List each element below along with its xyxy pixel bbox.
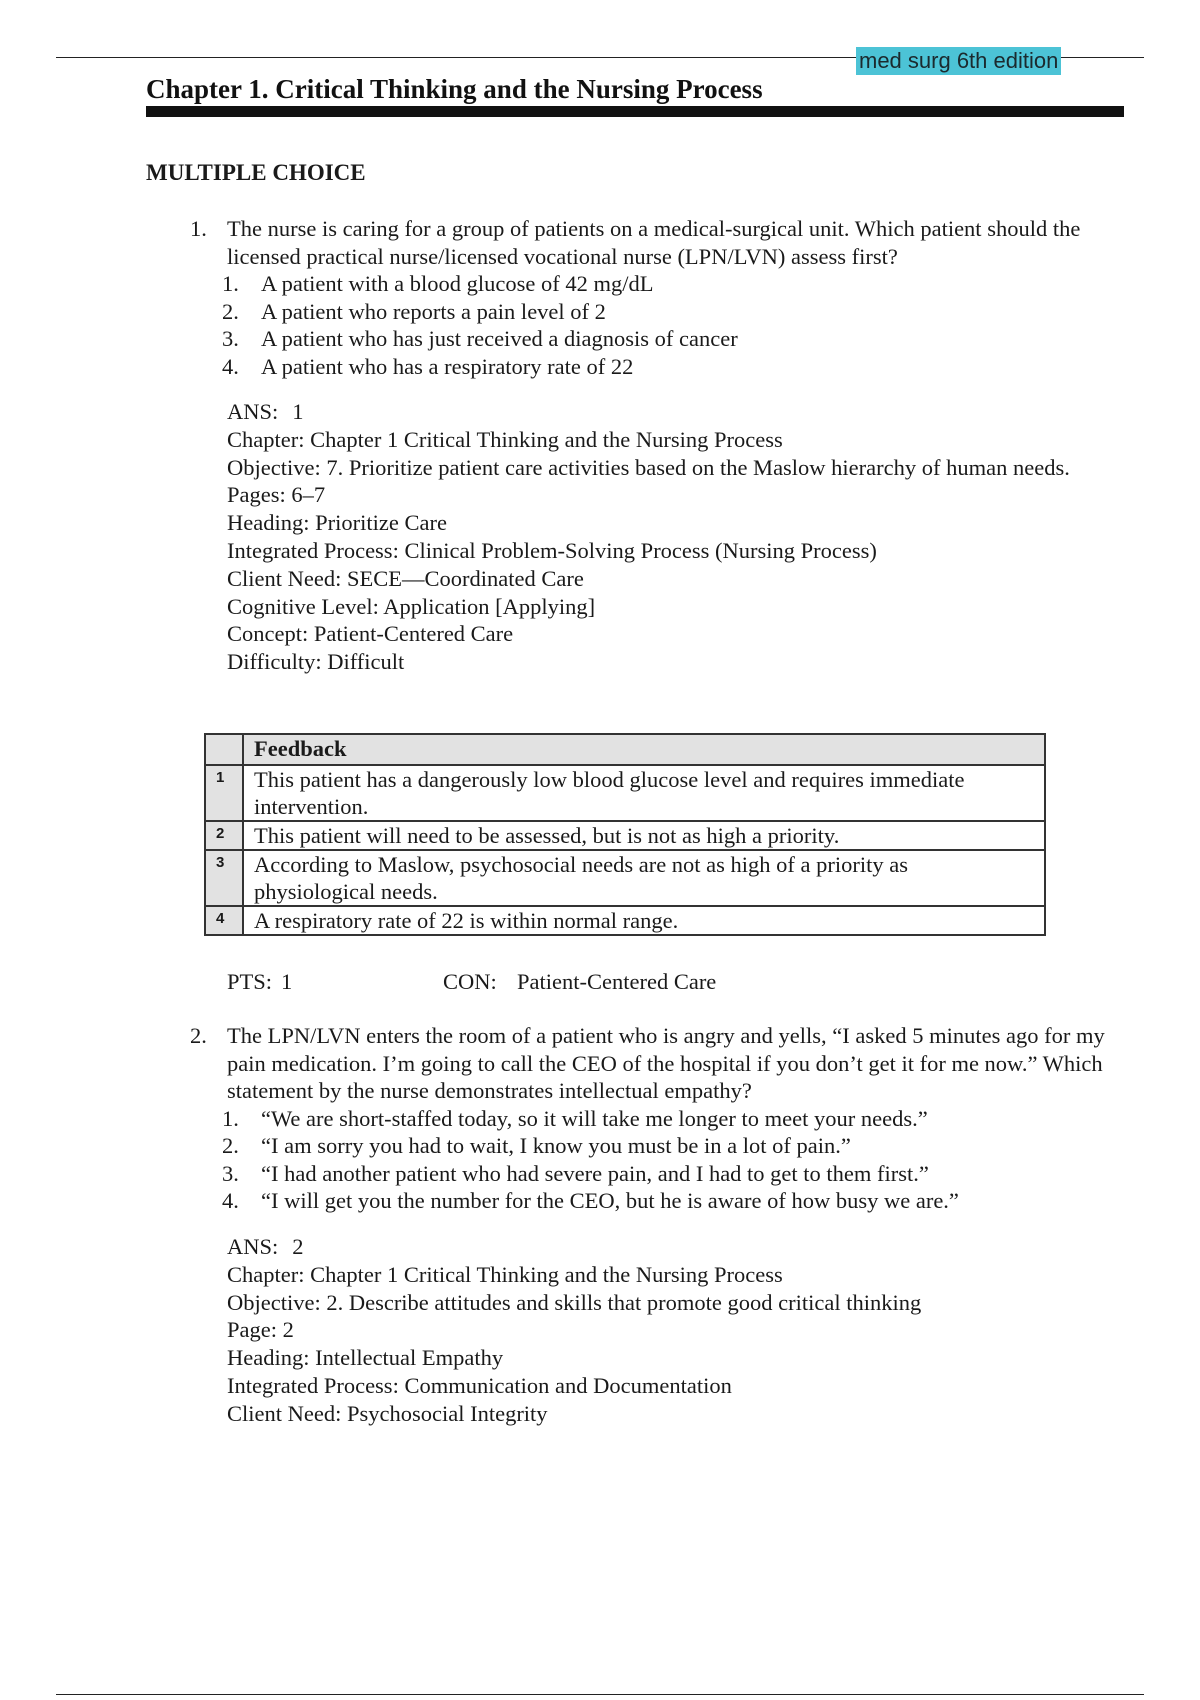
con-value: Patient-Centered Care (517, 969, 717, 994)
meta-client-need: Client Need: SECE—Coordinated Care (227, 565, 584, 591)
question-1 (190, 215, 1120, 380)
question-number: 1. (190, 216, 207, 241)
answer-option: 2. A patient who reports a pain level of 2 (222, 298, 606, 324)
chapter-title: Chapter 1. Critical Thinking and the Nursing Process (146, 74, 763, 104)
meta-objective: Objective: 7. Prioritize patient care activities based on the Maslow hierarchy of human needs. (227, 454, 1070, 480)
section-heading: MULTIPLE CHOICE (146, 160, 366, 185)
answer-option: 3. A patient who has just received a diagnosis of cancer (222, 326, 738, 351)
meta-heading: Heading: Prioritize Care (227, 510, 447, 536)
feedback-row-number: 4 (205, 906, 243, 935)
feedback-header-row (205, 734, 1045, 765)
answer-option: 3. “I had another patient who had severe pain, and I had to get to them first.” (222, 1160, 929, 1186)
feedback-text: This patient will need to be assessed, but is not as high a priority. (243, 821, 1045, 850)
feedback-row-number: 2 (205, 821, 243, 850)
answer-options (190, 270, 1120, 380)
feedback-table (204, 733, 1046, 936)
table-row (205, 850, 1045, 906)
feedback-text: This patient has a dangerously low blood glucose level and requires immediate intervention. (243, 765, 1045, 821)
answer-option: 1. A patient with a blood glucose of 42 mg/dL (222, 271, 654, 296)
meta-page: Page: 2 (227, 1317, 294, 1343)
question-2 (190, 1022, 1120, 1215)
feedback-text: A respiratory rate of 22 is within normal range. (243, 906, 1045, 935)
meta-integrated-process: Integrated Process: Communication and Documentation (227, 1372, 732, 1398)
table-row (205, 906, 1045, 935)
table-row (205, 821, 1045, 850)
highlight-tag: med surg 6th edition (856, 47, 1061, 75)
answer-option: 2. “I am sorry you had to wait, I know you must be in a lot of pain.” (222, 1133, 851, 1158)
meta-chapter: Chapter: Chapter 1 Critical Thinking and the Nursing Process (227, 1261, 783, 1287)
meta-difficulty: Difficulty: Difficult (227, 649, 405, 675)
meta-objective: Objective: 2. Describe attitudes and skills that promote good critical thinking (227, 1289, 922, 1315)
answer-option: 1. “We are short-staffed today, so it will take me longer to meet your needs.” (222, 1105, 928, 1131)
pts-value: 1 (281, 969, 293, 994)
title-underline-bar (146, 106, 1124, 117)
answer-line: ANS: 2 (227, 1234, 304, 1259)
question-number: 2. (190, 1023, 207, 1048)
answer-options (190, 1105, 1120, 1215)
meta-integrated-process: Integrated Process: Clinical Problem-Solving Process (Nursing Process) (227, 537, 877, 563)
answer-option: 4. “I will get you the number for the CEO, but he is aware of how busy we are.” (222, 1188, 959, 1213)
meta-client-need: Client Need: Psychosocial Integrity (227, 1400, 548, 1426)
meta-cognitive-level: Cognitive Level: Application [Applying] (227, 593, 596, 619)
feedback-text: According to Maslow, psychosocial needs are not as high of a priority as physiological needs. (243, 850, 1045, 906)
meta-chapter: Chapter: Chapter 1 Critical Thinking and the Nursing Process (227, 426, 783, 452)
bottom-rule (56, 1694, 1144, 1695)
meta-heading: Heading: Intellectual Empathy (227, 1345, 504, 1371)
meta-concept: Concept: Patient-Centered Care (227, 621, 514, 647)
question-2-metadata (227, 1233, 1107, 1428)
answer-line: ANS: 1 (227, 399, 304, 424)
feedback-row-number: 1 (205, 765, 243, 821)
question-stem: The nurse is caring for a group of patients on a medical-surgical unit. Which patient should the licensed practical nurse/licensed vocational nurse (LPN/LVN) assess first? (227, 216, 1081, 269)
meta-pages: Pages: 6–7 (227, 482, 326, 508)
question-stem: The LPN/LVN enters the room of a patient who is angry and yells, “I asked 5 minutes ago for my pain medication. I’m going to call the CEO of the hospital if you don’t get it for me now.” Which statement by the nurse demonstrates intellectual empathy? (227, 1023, 1105, 1103)
question-1-metadata (227, 398, 1107, 676)
con-label: CON: (443, 969, 497, 994)
pts-label: PTS: (227, 969, 273, 994)
table-row (205, 765, 1045, 821)
feedback-row-number: 3 (205, 850, 243, 906)
feedback-header: Feedback (243, 734, 1045, 765)
points-concept-line (227, 968, 1027, 996)
feedback-corner-cell (205, 734, 243, 765)
answer-option: 4. A patient who has a respiratory rate of 22 (222, 353, 634, 379)
